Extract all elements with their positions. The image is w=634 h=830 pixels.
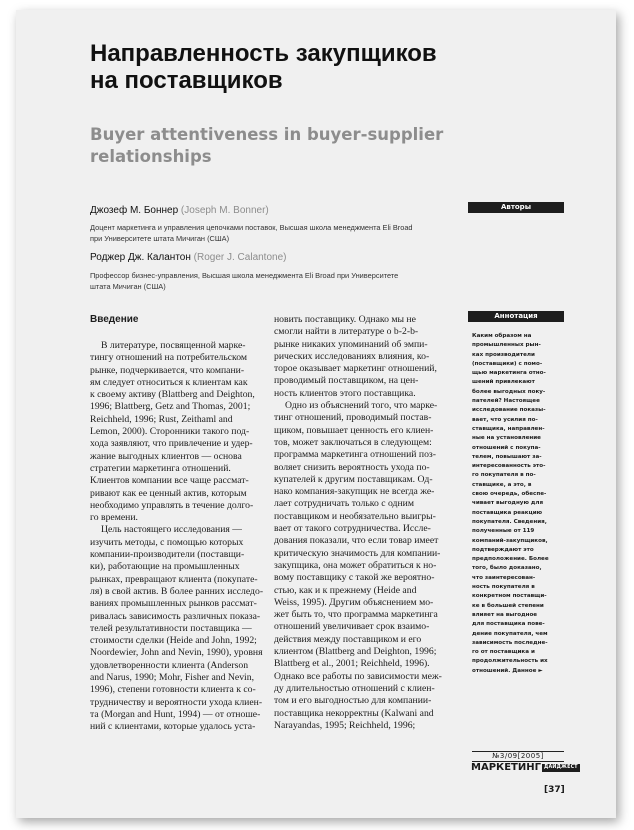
author-2-name-ru: Роджер Дж. Калантон [90, 252, 191, 263]
abstract-line: полученные от 119 [472, 528, 535, 535]
text-line: стью, как и к прежнему (Heide and [274, 584, 417, 596]
text-line: щиком, повышает ценность его клиен- [274, 424, 434, 436]
abstract-line: телем, повышают за- [472, 453, 542, 460]
abstract-line: что заинтересован- [472, 574, 536, 581]
text-line: хода заявляют, что привлечение и удер- [90, 438, 253, 450]
abstract-line: исследование показы- [472, 407, 546, 414]
text-line: поставщиком и необязательно выигры- [274, 510, 436, 522]
issue-number: №3/09[2005] [472, 751, 564, 762]
author-2-name [90, 252, 286, 263]
abstract-line: пателей? Настоящее [472, 398, 540, 405]
abstract-line: го от поставщика и [472, 649, 535, 656]
author-position-line: Профессор бизнес-управления, Высшая школа менеджмента Eli Broad при Университете [90, 271, 399, 280]
abstract-line: шений привлекают [472, 379, 535, 386]
text-line: го времени. [90, 512, 138, 524]
text-line: Weiss, 1995). Другим объяснением мо- [274, 596, 434, 608]
text-line: та (Morgan and Hunt, 1994) — от отноше- [90, 708, 261, 720]
abstract-line: компаний-закупщиков, [472, 537, 548, 544]
abstract-line: ставщика, направлен- [472, 425, 545, 432]
text-line: ний с клиентами, которые удалось уста- [90, 721, 256, 733]
author-position-line: Доцент маркетинга и управления цепочками поставок, Высшая школа менеджмента Eli Broad [90, 223, 413, 232]
text-line: закупщика, она может обратиться к но- [274, 559, 437, 571]
text-line: Клиентов компании все чаще рассмат- [90, 475, 249, 487]
text-line: ривают как ее ценный актив, которым [90, 487, 247, 499]
text-line: Lemon, 2000). Сторонники такого под- [90, 426, 250, 438]
abstract-line: щью маркетинга отно- [472, 370, 546, 377]
text-line: дования показали, что если товар имеет [274, 535, 439, 547]
author-1-name-ru: Джозеф М. Боннер [90, 205, 179, 216]
abstract-line: Каким образом на [472, 333, 532, 339]
abstract-line: поставщика реакцию [472, 509, 543, 516]
abstract-line: предположение. Более [472, 556, 549, 563]
abstract-line: ках производители [472, 351, 535, 358]
text-line: and Narus, 1990; Mohr, Fisher and Nevin, [90, 672, 255, 684]
text-line: программа маркетинга отношений поз- [274, 449, 436, 461]
abstract-line: (поставщики) с помо- [472, 360, 543, 367]
text-line: ривалась зависимость различных показа- [90, 610, 261, 622]
text-line: жет быть то, что программа маркетинга [274, 609, 438, 621]
text-line: стратегии маркетинга отношений. [90, 462, 231, 474]
text-line: компании-производители (поставщи- [90, 549, 245, 561]
abstract-line: вает, что усилия по- [472, 416, 538, 423]
text-line: 1996), степени готовности клиента к со- [90, 684, 256, 696]
author-position-line: штата Мичиган (США) [90, 282, 166, 291]
abstract-line: подтверждают это [472, 546, 534, 553]
text-line: вает от такого сотрудничества. Иссле- [274, 523, 431, 535]
abstract-line: чивает выгодную для [472, 500, 544, 507]
text-line: удовлетворенности клиента (Anderson [90, 659, 249, 671]
text-line: жание выгодных клиентов — основа [90, 450, 242, 462]
text-line: смогли найти в литературе о b-2-b- [274, 326, 419, 338]
abstract-line: ке в большей степени [472, 602, 544, 609]
abstract-line: более выгодных поку- [472, 388, 546, 395]
text-line: Одно из объяснений того, что марке- [285, 400, 438, 412]
text-line: ность клиентов этого поставщика. [274, 387, 416, 399]
author-1-name [90, 205, 269, 216]
author-position-line: при Университете штата Мичиган (США) [90, 234, 230, 243]
text-line: к своему активу (Blattberg and Deighton, [90, 389, 255, 401]
text-line: стоимости сделки (Heide and John, 1992; [90, 635, 257, 647]
author-1-name-en: (Joseph M. Bonner) [180, 205, 269, 216]
author-1-position [90, 222, 470, 244]
abstract-line: зависимость последне- [472, 639, 548, 646]
text-line: нако компания-закупщик не всегда же- [274, 486, 435, 498]
magazine-name: МАРКЕТИНГ [471, 762, 541, 773]
magazine-logo [471, 761, 580, 774]
text-line: Noordewier, John and Nevin, 1990), уровня [90, 647, 263, 659]
text-line: поставщика некорректны (Kalwani and [274, 707, 434, 719]
abstract-line: для поставщика пове- [472, 621, 545, 628]
magazine-page [16, 10, 616, 818]
abstract-text [472, 332, 564, 676]
abstract-line: продолжительность их [472, 658, 548, 665]
authors-label: Авторы [468, 202, 564, 213]
text-line: ваниях промышленных рынков рассмат- [90, 598, 257, 610]
abstract-line: отношений. Данное ► [472, 667, 543, 674]
text-line: Reichheld, 1996; Rust, Zeithaml and [90, 413, 233, 425]
text-line: В литературе, посвященной марке- [101, 340, 246, 351]
abstract-line: конкретном поставщи- [472, 593, 547, 600]
text-line: ям следует относиться к клиентам как [90, 376, 248, 388]
text-line: действия между поставщиком и его [274, 633, 422, 645]
text-line: трудничеству и вероятности ухода клиен- [90, 696, 263, 708]
abstract-line: влияет на выгодное [472, 611, 538, 618]
text-line: ки), работающие на промышленных [90, 561, 240, 573]
text-line: Blattberg et al., 2001; Reichheld, 1996). [274, 658, 430, 670]
title-line: Направленность закупщиков [90, 40, 437, 67]
abstract-line: го покупателя в по- [472, 472, 536, 479]
text-line: тов, может заключаться в следующем: [274, 436, 432, 448]
article-subtitle-en [90, 124, 550, 168]
abstract-line: ные на установление [472, 435, 541, 442]
text-line: тингу отношений на потребительском [90, 352, 248, 364]
abstract-line: промышленных рын- [472, 342, 541, 349]
text-line: лает сотрудничать только с одним [274, 498, 414, 510]
text-column-1 [90, 314, 266, 734]
text-line: Narayandas, 1995; Reichheld, 1996; [274, 719, 416, 731]
text-line: тинг отношений, проводимый постав- [274, 412, 432, 424]
text-line: изучить методы, с помощью которых [90, 536, 244, 548]
text-line: рынках, превращают клиента (покупате- [90, 573, 258, 585]
abstract-line: покупателя. Сведения, [472, 518, 547, 525]
page-number: [37] [544, 785, 565, 795]
text-line: ду длительностью отношений с клиен- [274, 682, 435, 694]
text-line: рынке никаких упоминаний об эмпи- [274, 338, 428, 350]
title-line: на поставщиков [90, 67, 283, 94]
abstract-line: свою очередь, обеспе- [472, 491, 547, 498]
text-line: торое оказывает маркетинг отношений, [274, 363, 437, 375]
abstract-line: интересованность это- [472, 463, 546, 470]
text-line: ля) в свой актив. В более ранних исследо- [90, 585, 264, 597]
abstract-line: того, было доказано, [472, 565, 542, 572]
text-line: 1996; Blattberg, Getz and Thomas, 2001; [90, 401, 251, 413]
section-title: Введение [90, 314, 139, 325]
text-line: Однако все работы по зависимости меж- [274, 670, 442, 682]
text-line: воляет снизить вероятность ухода по- [274, 461, 430, 473]
abstract-line: ставщике, а это, в [472, 481, 532, 488]
text-line: Цель настоящего исследования — [101, 524, 242, 536]
subtitle-line: relationships [90, 147, 212, 166]
author-2-name-en: (Roger J. Calantone) [193, 252, 287, 263]
text-line: необходимо управлять в течение долго- [90, 499, 254, 511]
text-line: рических исследованиях влияния, ко- [274, 350, 430, 362]
text-line: телей результативности поставщика — [90, 622, 252, 634]
magazine-sub: ДАЙДЖЕСТ [543, 764, 578, 770]
abstract-line: отношений с покупа- [472, 444, 541, 451]
text-line: отношений увеличивает срок взаимо- [274, 621, 430, 633]
text-line: критическую значимость для компании- [274, 547, 441, 559]
text-line: рынке, подчеркивается, что компани- [90, 364, 245, 376]
author-2-position [90, 270, 470, 292]
text-column-2 [274, 314, 450, 732]
abstract-label: Аннотация [468, 311, 564, 322]
text-line: купателей к другим поставщикам. Од- [274, 473, 433, 485]
abstract-line: ность покупателя в [472, 584, 535, 591]
text-line: том и его выгодностью для компании- [274, 695, 432, 707]
article-title [90, 40, 550, 94]
text-line: вому поставщику с такой же вероятно- [274, 572, 435, 584]
text-line: клиентом (Blattberg and Deighton, 1996; [274, 646, 437, 658]
text-line: новить поставщику. Однако мы не [274, 314, 416, 325]
abstract-line: дение покупателя, чем [472, 630, 548, 637]
text-line: проводимый поставщиком, на цен- [274, 375, 419, 387]
subtitle-line: Buyer attentiveness in buyer-supplier [90, 125, 444, 144]
